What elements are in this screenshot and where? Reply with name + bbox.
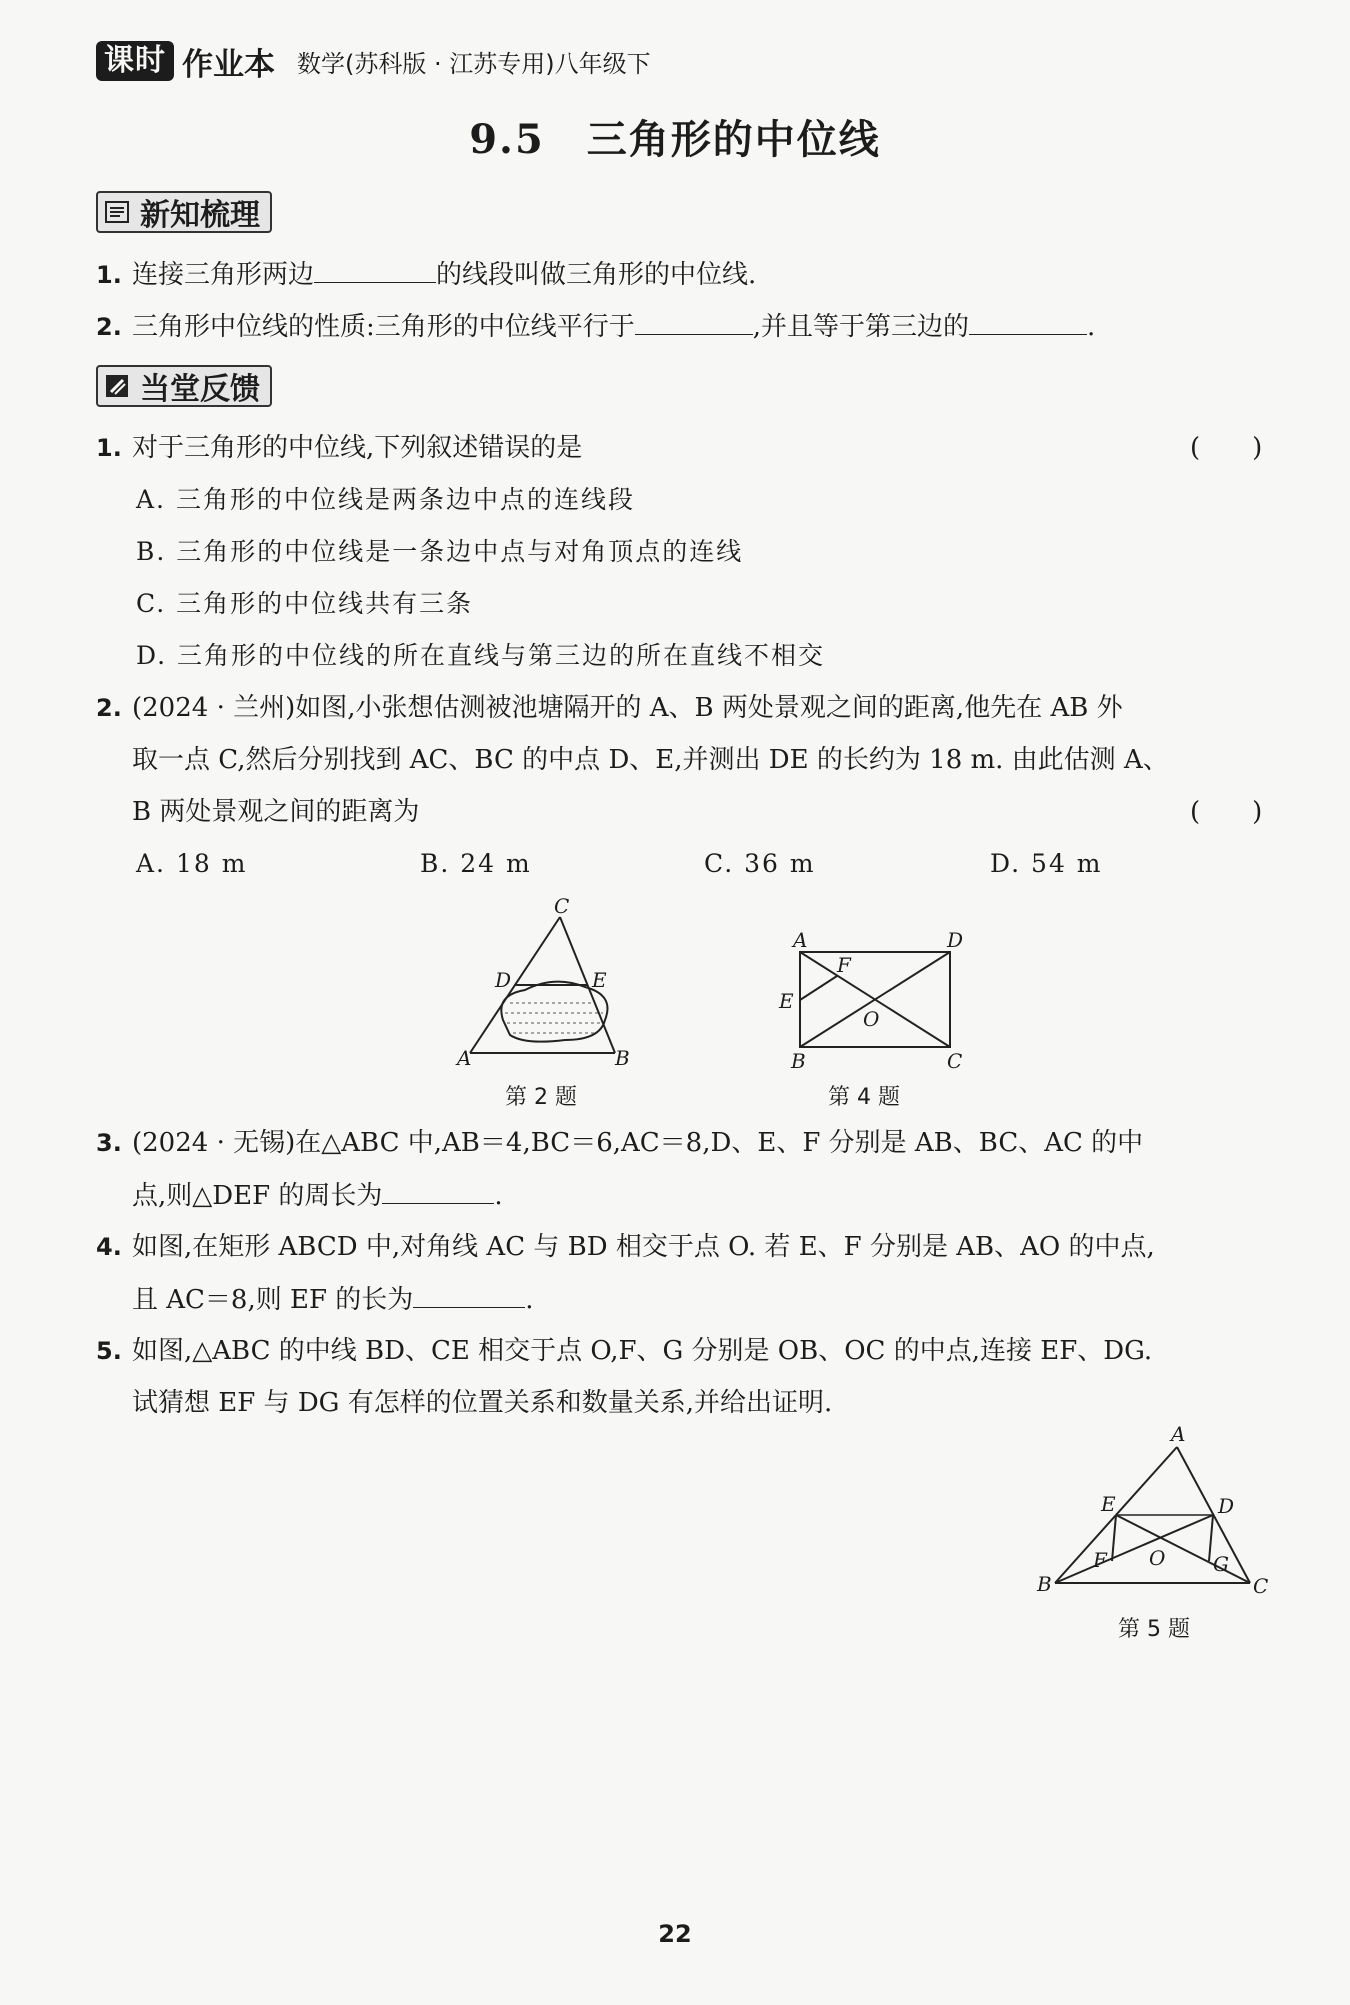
item-text: 三角形中位线的性质:三角形的中位线平行于 <box>132 312 635 342</box>
label-e: E <box>592 968 607 992</box>
option-a: A. 18 m <box>136 849 248 878</box>
page-header <box>96 40 651 82</box>
answer-blank[interactable] <box>382 1177 494 1204</box>
option-d: D. 三角形的中位线的所在直线与第三边的所在直线不相交 <box>136 641 826 670</box>
section-title: 9.5 三角形的中位线 <box>469 116 881 163</box>
option-d: D. 54 m <box>990 849 1103 878</box>
answer-parentheses[interactable]: ( ) <box>1190 797 1263 827</box>
label-a: A <box>457 1046 472 1070</box>
knowledge-item-1 <box>96 256 756 293</box>
question-3-line-2 <box>132 1177 503 1214</box>
answer-blank[interactable] <box>635 308 753 335</box>
label-d: D <box>1218 1494 1235 1518</box>
label-g: G <box>1213 1552 1229 1576</box>
label-b: B <box>791 1049 806 1073</box>
question-stem: 如图,在矩形 ABCD 中,对角线 AC 与 BD 相交于点 O. 若 E、F 分别是 AB、AO 的中点, <box>132 1232 1155 1262</box>
question-5-line-1 <box>96 1333 1152 1369</box>
item-text: 连接三角形两边 <box>132 260 315 290</box>
figure-caption: 第 2 题 <box>505 1085 577 1110</box>
question-number: 3. <box>96 1129 122 1157</box>
book-icon <box>104 199 130 225</box>
label-d: D <box>495 968 512 992</box>
figure-question-5 <box>1025 1425 1285 1605</box>
question-stem: (2024 · 兰州)如图,小张想估测被池塘隔开的 A、B 两处景观之间的距离,他先在 AB 外 <box>132 693 1123 723</box>
answer-blank[interactable] <box>314 256 436 283</box>
item-number: 1. <box>96 261 122 289</box>
label-b: B <box>615 1046 630 1070</box>
question-stem: 如图,△ABC 的中线 BD、CE 相交于点 O,F、G 分别是 OB、OC 的中点,连接 EF、DG. <box>132 1336 1153 1366</box>
pencil-icon <box>104 373 130 399</box>
label-o: O <box>1149 1546 1166 1570</box>
segment-ef <box>800 976 837 1000</box>
item-number: 2. <box>96 313 122 341</box>
label-e: E <box>779 989 794 1013</box>
question-stem: 且 AC＝8,则 EF 的长为 <box>132 1285 414 1315</box>
item-text: ,并且等于第三边的 <box>752 312 970 342</box>
answer-blank[interactable] <box>969 308 1087 335</box>
label-c: C <box>1253 1574 1269 1598</box>
segment-ef <box>1112 1515 1116 1561</box>
question-number: 4. <box>96 1233 122 1261</box>
section-heading-new-knowledge <box>96 191 272 233</box>
question-number: 5. <box>96 1337 122 1365</box>
book-title: 数学(苏科版 · 江苏专用)八年级下 <box>297 49 651 78</box>
label-c: C <box>947 1049 963 1073</box>
question-4-line-2 <box>132 1281 534 1318</box>
question-2-line-1 <box>96 690 1123 726</box>
question-stem: . <box>494 1181 503 1211</box>
series-name: 作业本 <box>182 46 275 83</box>
question-4-line-1 <box>96 1229 1155 1265</box>
section-heading-label: 当堂反馈 <box>140 372 260 407</box>
label-o: O <box>863 1007 880 1031</box>
item-text: . <box>1087 312 1096 342</box>
question-stem: 对于三角形的中位线,下列叙述错误的是 <box>132 433 583 463</box>
figure-caption: 第 4 题 <box>828 1085 900 1110</box>
option-b: B. 三角形的中位线是一条边中点与对角顶点的连线 <box>136 537 744 566</box>
label-f: F <box>837 953 851 977</box>
figure-question-4 <box>775 930 975 1080</box>
knowledge-item-2 <box>96 308 1095 345</box>
item-text: 的线段叫做三角形的中位线. <box>436 260 757 290</box>
question-5-line-2: 试猜想 EF 与 DG 有怎样的位置关系和数量关系,并给出证明. <box>132 1388 833 1418</box>
question-2-line-2: 取一点 C,然后分别找到 AC、BC 的中点 D、E,并测出 DE 的长约为 18 m. 由此估测 A、 <box>132 745 1169 775</box>
question-number: 2. <box>96 694 122 722</box>
option-a: A. 三角形的中位线是两条边中点的连线段 <box>136 485 635 514</box>
option-b: B. 24 m <box>420 849 532 878</box>
question-1 <box>96 430 582 466</box>
answer-parentheses[interactable]: ( ) <box>1190 433 1263 463</box>
label-e: E <box>1101 1492 1116 1516</box>
page-number: 22 <box>658 1920 692 1948</box>
label-a: A <box>1171 1425 1186 1446</box>
figure-question-2 <box>455 895 635 1075</box>
label-a: A <box>793 930 808 952</box>
label-b: B <box>1037 1572 1052 1596</box>
section-heading-class-feedback <box>96 365 272 407</box>
option-c: C. 36 m <box>704 849 816 878</box>
question-3-line-1 <box>96 1125 1143 1161</box>
question-stem: (2024 · 无锡)在△ABC 中,AB＝4,BC＝6,AC＝8,D、E、F 分别是 AB、BC、AC 的中 <box>132 1128 1144 1158</box>
question-stem: . <box>525 1285 534 1315</box>
question-2-line-3: B 两处景观之间的距离为 <box>132 797 420 827</box>
question-stem: 点,则△DEF 的周长为 <box>132 1181 383 1211</box>
question-number: 1. <box>96 434 122 462</box>
label-d: D <box>947 930 964 952</box>
answer-blank[interactable] <box>413 1281 525 1308</box>
label-f: F <box>1093 1548 1107 1572</box>
figure-caption: 第 5 题 <box>1118 1617 1190 1642</box>
series-logo: 课时 <box>96 41 174 81</box>
section-heading-label: 新知梳理 <box>140 198 260 233</box>
label-c: C <box>554 895 570 918</box>
option-c: C. 三角形的中位线共有三条 <box>136 589 474 618</box>
